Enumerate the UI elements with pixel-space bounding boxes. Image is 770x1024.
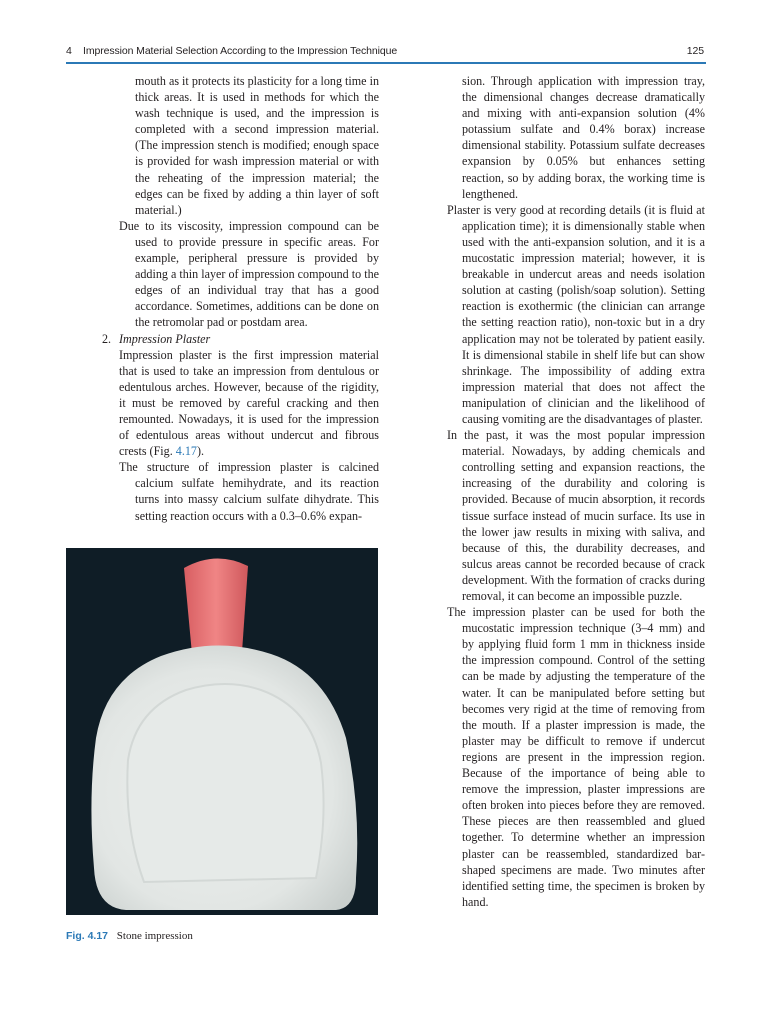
impression-cavity (127, 684, 323, 882)
paragraph-text-end: ). (196, 444, 205, 459)
header-rule (66, 62, 706, 64)
figure-stone-impression (66, 548, 378, 915)
chapter-title: Impression Material Selection According to the Impression Technique (83, 45, 398, 57)
list-number: 2. (102, 331, 112, 346)
figure-reference-link[interactable]: 4.17 (175, 444, 197, 459)
paragraph: Due to its viscosity, impression compound can be used to provide pressure in specific areas. For example, peripheral pressure is provided by adding a thin layer of impression compound to the edges of an individual tray that has a good accordance. Sometimes, additions can be done on the retromolar pad or postdam area. (119, 218, 379, 330)
running-header (66, 42, 706, 60)
tray-handle (184, 558, 248, 654)
chapter-number: 4 (66, 45, 72, 57)
paragraph: The structure of impression plaster is calcined calcium sulfate hemihydrate, and its reaction turns into massy calcium sulfate dihydrate. This setting reaction occurs with a 0.3–0.6% expan- (119, 460, 379, 523)
page-number: 125 (686, 45, 704, 57)
figure-caption-text: Stone impression (116, 930, 193, 942)
paragraph: Plaster is very good at recording details (it is fluid at application time); it is dimensionally stable when used with the anti-expansion solution, and it is a mucostatic impression material; however, it is breakable in undercut areas and needs isolation solution at casting (polish/soap solution). Setting reaction is exothermic (the clinician can arrange the setting reaction ratio), non-toxic but in a dry application may not be tolerated by patient easily. It is dimensional stabile in shelf life but can show shrinkage. The impossibility of adding extra impression material that does not affect the manipulation of clinician and the likelihood of causing vomiting are the disadvantages of plaster. (447, 202, 705, 426)
paragraph: In the past, it was the most popular impression material. Nowadays, by adding chemicals and controlling setting and expansion reactions, the increasing of the durability and coloring is provided. Because of mucin absorption, it records tissue surface instead of mucin surface. Its use in the lower jaw results in mixing with saliva, and because of this, the durability decreases, and sulcus areas cannot be recorded because of crack development. With the formation of cracks during removal, it can become an impossible puzzle. (447, 428, 705, 603)
stone-impression-illustration (66, 548, 378, 915)
list-item (93, 331, 379, 347)
left-column (93, 73, 379, 524)
right-column (447, 73, 705, 910)
paragraph: sion. Through application with impression tray, the dimensional changes decrease dramatically and mixing with anti-expansion solution (4% potassium sulfate and 0.4% borax) increase dimensional stability. Potassium sulfate decreases expansion by 0.05% but enhances setting reaction, so by adding borax, the working time is lengthened. (462, 74, 705, 201)
paragraph (93, 347, 379, 460)
paragraph: mouth as it protects its plasticity for a long time in thick areas. It is used in methods for which the wash technique is used, and the impression is completed with a second impression material. (The impression stench is modified; enough space is provided for wash impression material or with the reheating of the impression material; the edges can be fixed by adding a thin layer of soft material.) (135, 74, 379, 217)
figure-caption (66, 930, 193, 942)
figure-label: Fig. 4.17 (66, 930, 109, 942)
paragraph: The impression plaster can be used for both the mucostatic impression technique (3–4 mm) and by applying fluid form 1 mm in thickness inside the impression compound. Control of the setting can be made by adjusting the temperature of the water. It can be manipulated before setting but becomes very rigid at the time of removing from the mouth. If a plaster impression is made, the plaster may be difficult to remove if undercut regions are present in the impression region. Because of the importance of being able to remove the impression, plaster impressions are often broken into pieces before they are removed. These pieces are then reassembled and glued together. To determine whether an impression plaster can be reassembled, standardized bar-shaped specimens are made. Two minutes after identified setting time, the specimen is broken by hand. (447, 605, 705, 909)
paragraph-text: Impression plaster is the first impression material that is used to take an impression from dentulous or edentulous arches. However, because of the rigidity, it must be removed by careful cracking and then remounted. Nowadays, it is used for the impression of edentulous areas without undercut and fibrous crests (Fig. (119, 347, 379, 459)
section-heading: Impression Plaster (119, 331, 211, 346)
